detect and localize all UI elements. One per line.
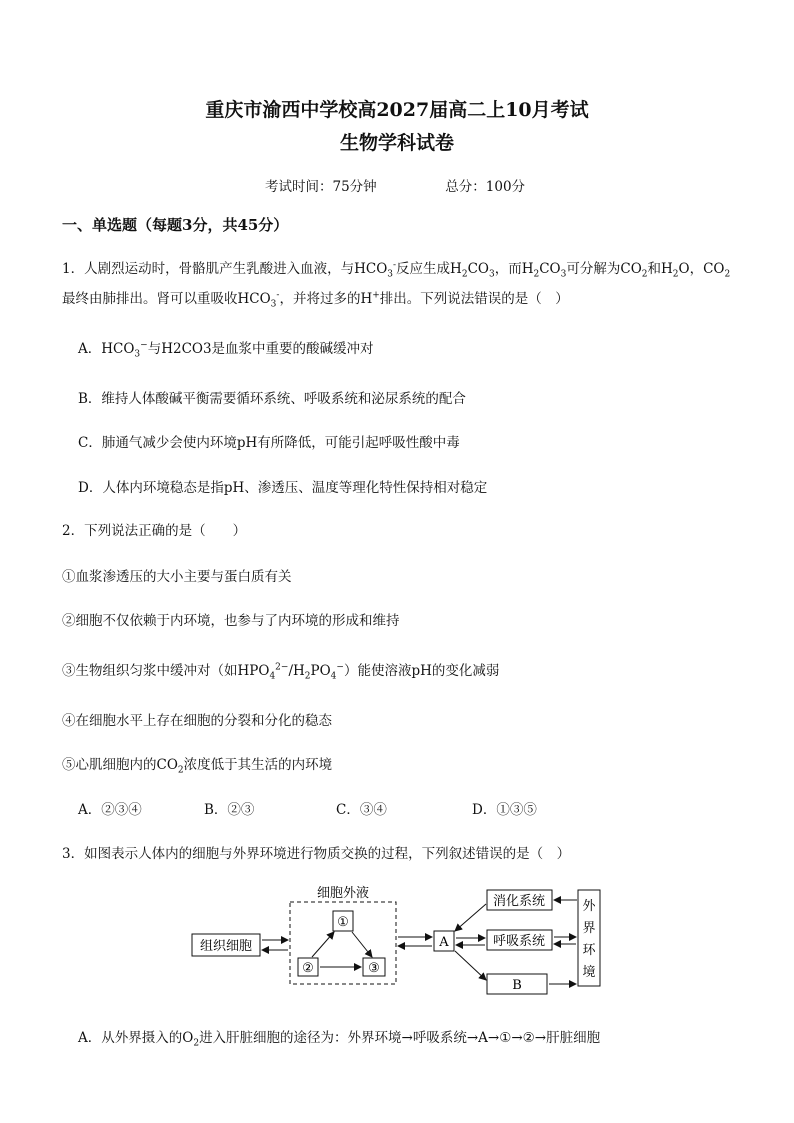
- q2-statement-3: ③生物组织匀浆中缓冲对（如$HPO_4^{2-}/H_2PO_4^-$）能使溶液pH的变化减弱: [62, 662, 500, 682]
- q2-statement-5: ⑤心肌细胞内的$CO_2$浓度低于其生活的内环境: [62, 757, 333, 776]
- q1-option-a[interactable]: A．$HCO_3^-$与H2CO3是血浆中重要的酸碱缓冲对: [78, 340, 374, 360]
- q2-option-b[interactable]: B．②③: [204, 802, 255, 818]
- label-2: ②: [302, 961, 314, 976]
- digestive-label: 消化系统: [492, 894, 546, 909]
- arrow-2-to-1: [312, 932, 334, 957]
- respiratory-label: 呼吸系统: [492, 934, 546, 949]
- section-heading: 一、单选题（每题3分，共45分）: [62, 216, 289, 234]
- q1-stem-line1: 1．人剧烈运动时，骨骼肌产生乳酸进入血液，与$HCO_3^-$反应生成$H_2CO_3$，而$H_2CO_3$可分解为$CO_2$和$H_2O$，$CO_2$: [62, 260, 731, 280]
- page-title: 重庆市渝西中学校高2027届高二上10月考试: [205, 99, 589, 121]
- q2-statement-2: ②细胞不仅依赖于内环境，也参与了内环境的形成和维持: [62, 613, 400, 629]
- q2-options: [78, 798, 537, 818]
- q2-option-c[interactable]: C．③④: [336, 802, 387, 818]
- svg-text:外: 外: [582, 899, 596, 914]
- extracellular-label: 细胞外液: [316, 886, 370, 901]
- q2-stem: 2．下列说法正确的是（ ）: [62, 523, 247, 539]
- tissue-cell-label: 组织细胞: [199, 939, 253, 954]
- q1-option-c[interactable]: C．肺通气减少会使内环境pH有所降低，可能引起呼吸性酸中毒: [78, 435, 460, 451]
- label-a: A: [439, 935, 449, 950]
- arrow-digestive-to-a: [455, 904, 486, 931]
- label-3: ③: [368, 961, 380, 976]
- q3-stem: 3．如图表示人体内的细胞与外界环境进行物质交换的过程，下列叙述错误的是（ ）: [62, 846, 571, 862]
- page-subtitle: 生物学科试卷: [339, 132, 454, 154]
- q2-statement-4: ④在细胞水平上存在细胞的分裂和分化的稳态: [62, 713, 332, 729]
- q3-option-a[interactable]: A．从外界摄入的$O_2$进入肝脏细胞的途径为：外界环境→呼吸系统→A→①→②→肝脏细胞: [78, 1030, 601, 1049]
- q2-option-d[interactable]: D．①③⑤: [472, 802, 537, 818]
- q1-option-d[interactable]: D．人体内环境稳态是指pH、渗透压、温度等理化特性保持相对稳定: [78, 480, 488, 496]
- q2-statement-1: ①血浆渗透压的大小主要与蛋白质有关: [62, 569, 292, 585]
- exam-info: [265, 175, 525, 195]
- exchange-diagram: [190, 880, 610, 998]
- label-1: ①: [337, 915, 349, 930]
- arrow-a-to-b: [455, 951, 486, 980]
- svg-text:环: 环: [582, 943, 596, 958]
- exam-score: 总分：100分: [445, 179, 526, 195]
- svg-text:界: 界: [582, 921, 596, 936]
- svg-text:境: 境: [582, 965, 596, 980]
- q1-stem-line2: 最终由肺排出。肾可以重吸收$HCO_3^-$，并将过多的H+排出。下列说法错误的是（ ）: [62, 290, 569, 310]
- arrow-1-to-3: [352, 932, 372, 957]
- q1-option-b[interactable]: B．维持人体酸碱平衡需要循环系统、呼吸系统和泌尿系统的配合: [78, 391, 466, 407]
- label-b: B: [512, 978, 522, 993]
- q2-option-a[interactable]: A．②③④: [78, 802, 142, 818]
- exam-time: 考试时间：75分钟: [265, 179, 377, 195]
